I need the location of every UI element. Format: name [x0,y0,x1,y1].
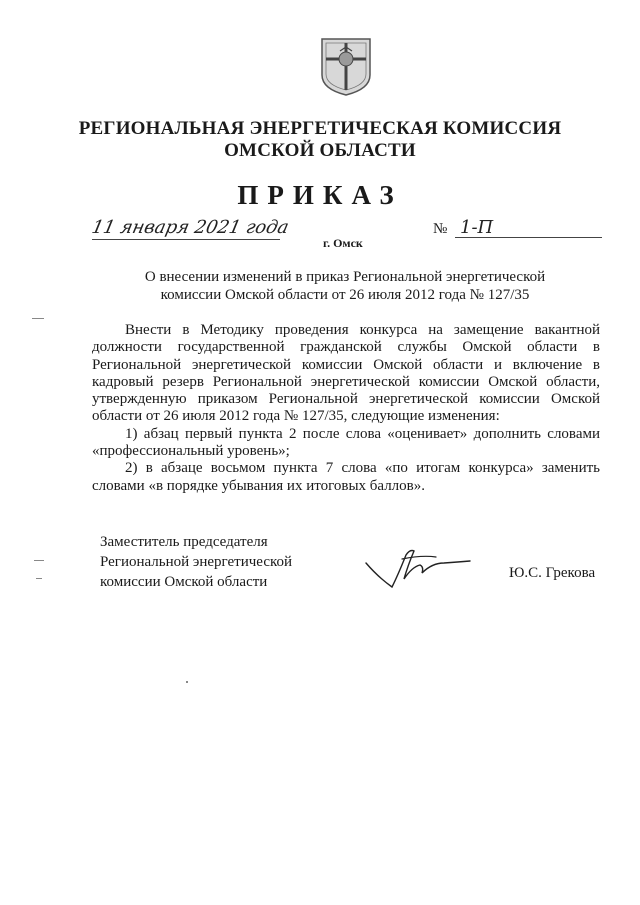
city-label: г. Омск [323,236,363,250]
order-subject [110,268,580,304]
order-body [92,322,600,495]
handwritten-signature [362,545,472,591]
handwritten-date: 11 января 2021 года [89,217,291,238]
body-paragraph-item2: 2) в абзаце восьмом пункта 7 слова «по итогам конкурса» заменить словами «в порядке убывания их итоговых баллов». [92,460,600,494]
signatory-title-line3: комиссии Омской области [100,574,268,590]
body-paragraph-item1: 1) абзац первый пункта 2 после слова «оценивает» дополнить словами «профессиональный уровень»; [92,425,600,460]
scan-mark [36,578,42,579]
signatory-title [100,532,292,592]
signatory-name: Ю.С. Грекова [509,565,596,581]
body-paragraph-intro: Внести в Методику проведения конкурса на замещение вакантной должности государственной гражданской службы Омской области в Региональной энергетической комиссии Омской области и включение в кадровый резерв Региональной энергетической комиссии Омской области, утвержденную приказом Региональной энергетической комиссии Омской области от 26 июля 2012 года № 127/35, следующие изменения: [92,322,600,425]
subject-line1: О внесении изменений в приказ Региональной энергетической [144,269,546,285]
coat-of-arms-emblem [318,35,374,97]
handwritten-number: 1-П [460,217,494,238]
subject-line2: комиссии Омской области от 26 июля 2012 года № 127/35 [160,287,530,303]
scan-mark [32,318,44,319]
signatory-title-line1: Заместитель председателя [100,534,268,550]
organization-name-line2: ОМСКОЙ ОБЛАСТИ [224,140,416,161]
document-type-title: ПРИКАЗ [237,180,403,210]
date-underline [92,239,280,240]
signatory-title-line2: Региональной энергетической [100,554,293,570]
number-sign: № [433,221,448,237]
scan-mark [186,681,188,683]
number-underline [455,237,602,238]
organization-name-line1: РЕГИОНАЛЬНАЯ ЭНЕРГЕТИЧЕСКАЯ КОМИССИЯ [78,118,562,139]
scan-mark [34,560,44,561]
